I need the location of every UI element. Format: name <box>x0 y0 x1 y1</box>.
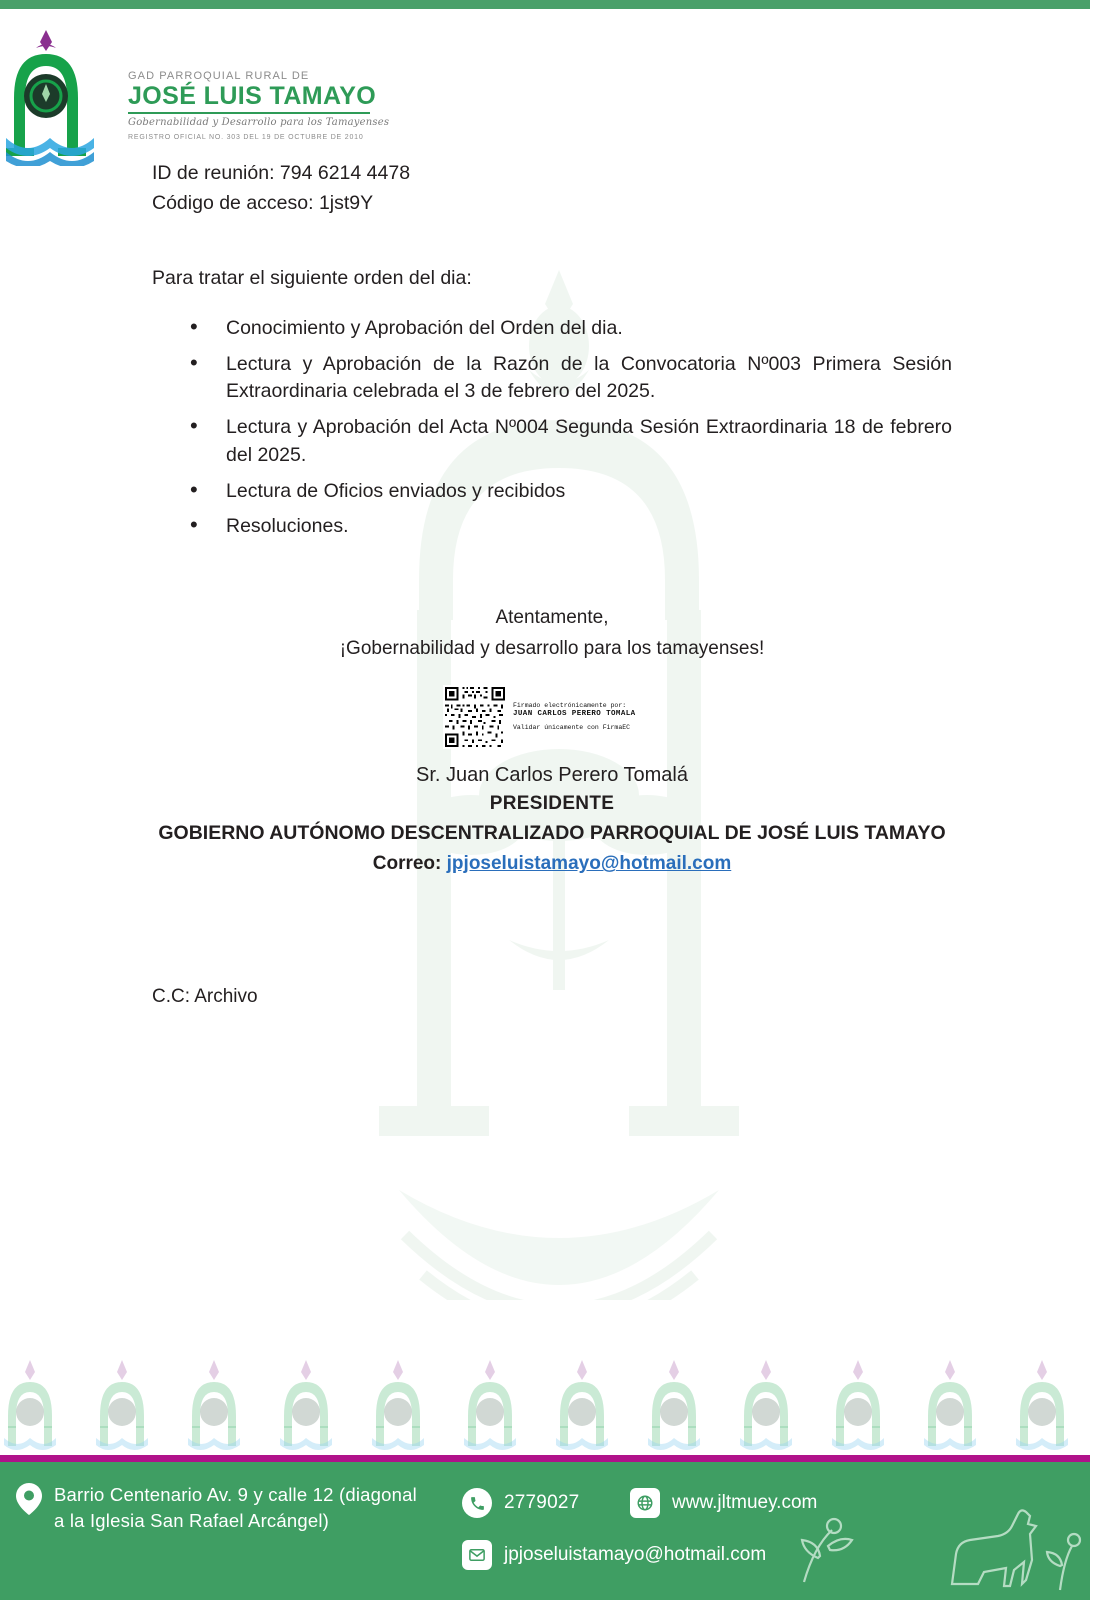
signer-name: Sr. Juan Carlos Perero Tomalá <box>416 763 688 786</box>
agenda-item: • Lectura de Oficios enviados y recibidos <box>190 478 952 506</box>
signer-email-row <box>152 851 952 878</box>
letterhead-slogan: Gobernabilidad y Desarrollo para los Tamayenses <box>128 117 390 129</box>
letterhead-title: JOSÉ LUIS TAMAYO <box>128 82 377 110</box>
closing-salutation: Atentamente, <box>495 606 609 628</box>
agenda-item: • Resoluciones. <box>190 513 952 541</box>
signer-email-label: Correo: <box>372 853 442 875</box>
closing-slogan: ¡Gobernabilidad y desarrollo para los tamayenses! <box>339 637 765 659</box>
top-green-bar <box>0 0 1090 9</box>
agenda-list <box>152 315 952 541</box>
esign-footer: Validar únicamente con FirmaEC <box>513 724 631 731</box>
magenta-divider-bar <box>0 1455 1090 1462</box>
footer-phone-row <box>462 1488 579 1532</box>
footer-email-row <box>462 1540 766 1570</box>
agenda-intro: Para tratar el siguiente orden del dia: <box>152 267 472 290</box>
meeting-access-code: Código de acceso: 1jst9Y <box>152 191 374 214</box>
signer-organization: GOBIERNO AUTÓNOMO DESCENTRALIZADO PARROQUIAL DE JOSÉ LUIS TAMAYO <box>158 822 946 845</box>
signer-email-link[interactable]: jpjoseluistamayo@hotmail.com <box>446 853 732 875</box>
footer-address: Barrio Centenario Av. 9 y calle 12 (diagonal a la Iglesia San Rafael Arcángel) <box>54 1484 417 1532</box>
document-body <box>152 160 952 1011</box>
footer-address-row <box>14 1482 424 1535</box>
footer-website[interactable]: www.jltmuey.com <box>672 1492 818 1513</box>
footer-phone: 2779027 <box>504 1492 580 1513</box>
meeting-id: ID de reunión: 794 6214 4478 <box>152 162 411 184</box>
institution-crest-icon <box>2 26 98 166</box>
letterhead <box>0 18 420 158</box>
letterhead-rule <box>128 112 370 114</box>
letterhead-registry: REGISTRO OFICIAL NO. 303 DEL 19 DE OCTUBRE DE 2010 <box>128 134 364 142</box>
qr-code-icon <box>443 685 507 749</box>
page-footer <box>0 1462 1090 1600</box>
page-right-gutter <box>1090 0 1118 1600</box>
esign-header: Firmado electrónicamente por: <box>513 701 627 709</box>
footer-email[interactable]: jpjoseluistamayo@hotmail.com <box>504 1544 767 1565</box>
electronic-signature-stamp <box>443 685 661 749</box>
agenda-item: • Conocimiento y Aprobación del Orden del dia. <box>190 315 952 343</box>
esign-signer-name: JUAN CARLOS PERERO TOMALA <box>513 709 636 718</box>
signer-role: PRESIDENTE <box>489 793 615 815</box>
agenda-item: • Lectura y Aprobación de la Razón de la Convocatoria Nº003 Primera Sesión Extraordinaria celebrada el 3 de febrero del 2025. <box>190 351 952 406</box>
carbon-copy: C.C: Archivo <box>152 986 258 1008</box>
ornamental-pattern-band <box>0 1354 1090 1454</box>
phone-icon <box>462 1488 492 1518</box>
globe-icon <box>630 1488 660 1518</box>
envelope-icon <box>462 1540 492 1570</box>
agenda-item: • Lectura y Aprobación del Acta Nº004 Segunda Sesión Extraordinaria 18 de febrero del 2025. <box>190 414 952 469</box>
footer-decorative-art <box>784 1462 1084 1600</box>
location-pin-icon <box>14 1482 44 1516</box>
closing-block <box>152 605 952 663</box>
letterhead-line1: GAD PARROQUIAL RURAL DE <box>128 70 310 82</box>
signature-block <box>152 761 952 879</box>
